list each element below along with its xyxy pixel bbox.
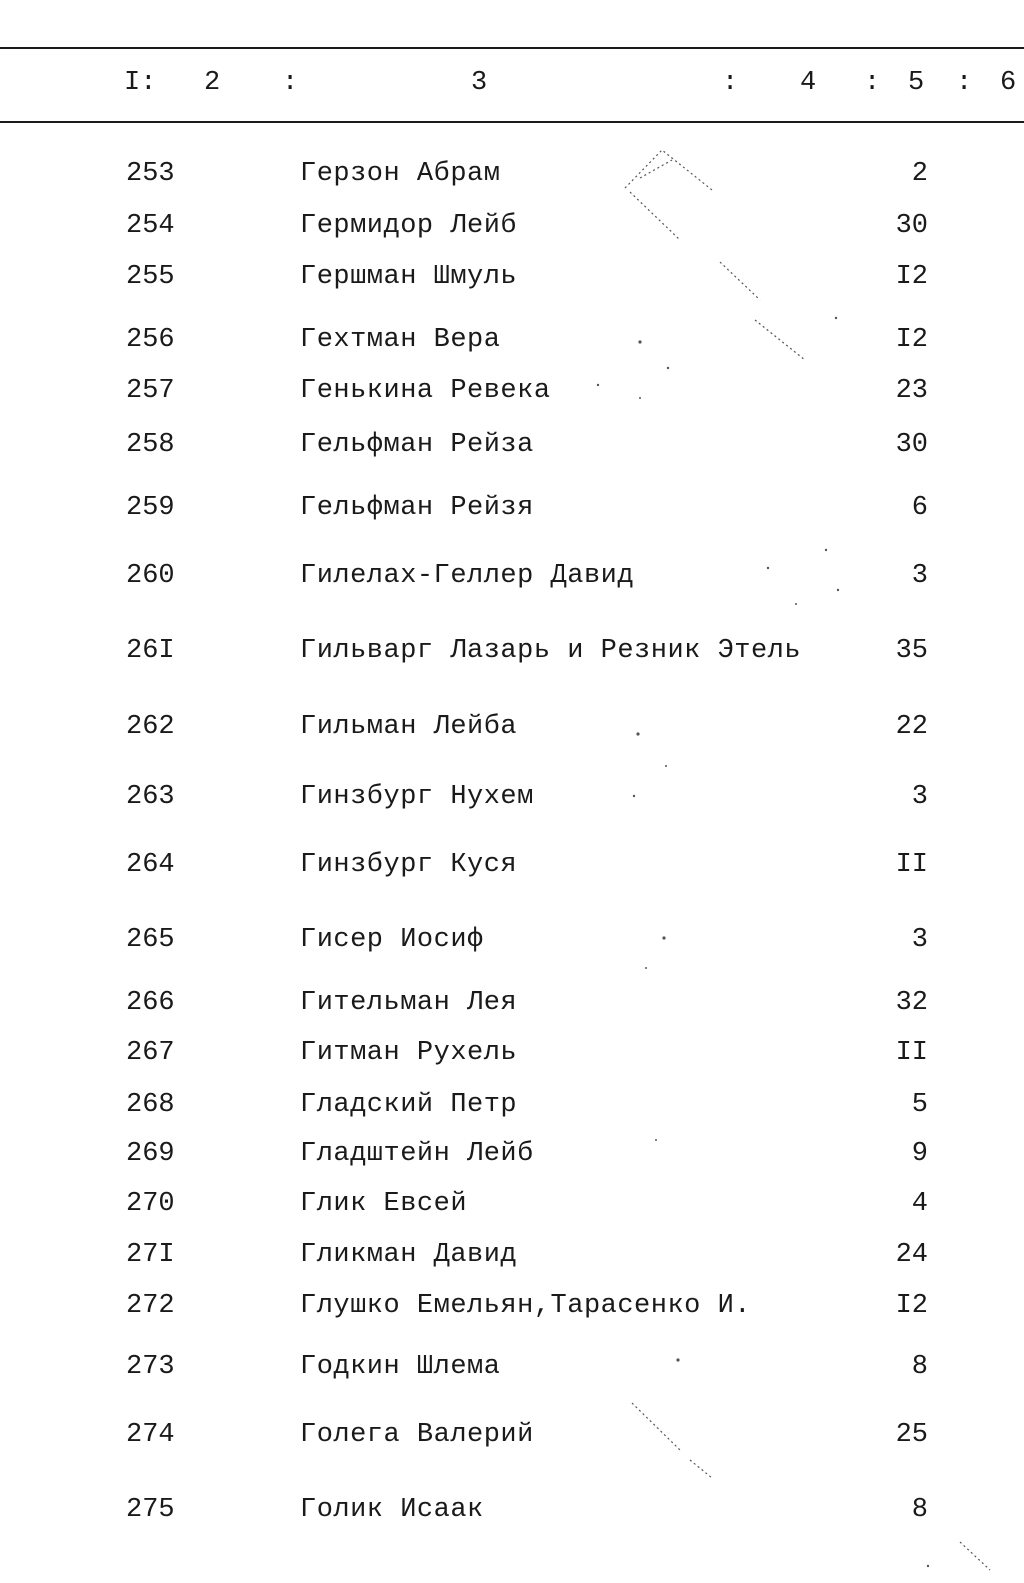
row-name: Гельфман Рейза [300, 430, 534, 460]
row-name: Герзон Абрам [300, 159, 501, 189]
row-quantity: 30 [895, 430, 928, 460]
row-number: 263 [126, 782, 175, 812]
row-quantity: 3 [911, 782, 928, 812]
row-number: 272 [126, 1291, 175, 1321]
header-top-rule [0, 47, 1024, 49]
row-number: 257 [126, 376, 175, 406]
row-number: 275 [126, 1495, 175, 1525]
row-name: Гельфман Рейзя [300, 493, 534, 523]
row-quantity: 9 [911, 1139, 928, 1169]
row-quantity: 8 [911, 1495, 928, 1525]
row-name: Гинзбург Куся [300, 850, 518, 880]
row-number: 254 [126, 211, 175, 241]
row-number: 260 [126, 561, 175, 591]
header-separator-1: : [282, 68, 299, 98]
row-quantity: 25 [895, 1420, 928, 1450]
row-number: 268 [126, 1090, 175, 1120]
row-name: Глушко Емельян,Тарасенко И. [300, 1291, 751, 1321]
row-name: Гехтман Вера [300, 325, 501, 355]
row-number: 267 [126, 1038, 175, 1068]
row-name: Голега Валерий [300, 1420, 534, 1450]
row-quantity: 30 [895, 211, 928, 241]
row-quantity: 24 [895, 1240, 928, 1270]
row-quantity: I2 [895, 262, 928, 292]
header-col-5: 5 [908, 68, 925, 98]
row-number: 266 [126, 988, 175, 1018]
row-quantity: 4 [911, 1189, 928, 1219]
row-name: Гительман Лея [300, 988, 518, 1018]
header-separator-2: : [722, 68, 739, 98]
row-name: Гермидор Лейб [300, 211, 518, 241]
row-quantity: I2 [895, 1291, 928, 1321]
row-name: Гинзбург Нухем [300, 782, 534, 812]
row-name: Глик Евсей [300, 1189, 468, 1219]
row-number: 270 [126, 1189, 175, 1219]
row-quantity: 8 [911, 1352, 928, 1382]
row-number: 274 [126, 1420, 175, 1450]
row-number: 256 [126, 325, 175, 355]
row-name: Генькина Ревека [300, 376, 551, 406]
row-number: 262 [126, 712, 175, 742]
row-name: Гильварг Лазарь и Резник Этель [300, 636, 802, 666]
row-number: 26I [126, 636, 175, 666]
row-number: 258 [126, 430, 175, 460]
header-col-3: 3 [471, 68, 488, 98]
row-number: 259 [126, 493, 175, 523]
row-name: Гитман Рухель [300, 1038, 518, 1068]
row-number: 264 [126, 850, 175, 880]
row-quantity: I2 [895, 325, 928, 355]
row-number: 269 [126, 1139, 175, 1169]
row-name: Гисер Иосиф [300, 925, 484, 955]
header-separator-4: : [956, 68, 973, 98]
row-name: Гильман Лейба [300, 712, 518, 742]
row-quantity: 23 [895, 376, 928, 406]
row-quantity: 5 [911, 1090, 928, 1120]
row-quantity: 3 [911, 925, 928, 955]
row-quantity: 3 [911, 561, 928, 591]
row-quantity: 6 [911, 493, 928, 523]
row-name: Гликман Давид [300, 1240, 518, 1270]
header-col-1: I: [124, 68, 157, 98]
header-separator-3: : [864, 68, 881, 98]
row-quantity: 32 [895, 988, 928, 1018]
row-quantity: II [895, 850, 928, 880]
row-number: 253 [126, 159, 175, 189]
row-name: Гершман Шмуль [300, 262, 518, 292]
row-quantity: 22 [895, 712, 928, 742]
row-number: 265 [126, 925, 175, 955]
header-col-4: 4 [800, 68, 817, 98]
row-number: 273 [126, 1352, 175, 1382]
row-name: Голик Исаак [300, 1495, 484, 1525]
row-number: 27I [126, 1240, 175, 1270]
row-quantity: 2 [911, 159, 928, 189]
header-col-2: 2 [204, 68, 221, 98]
row-name: Гладштейн Лейб [300, 1139, 534, 1169]
header-bottom-rule [0, 121, 1024, 123]
row-number: 255 [126, 262, 175, 292]
header-col-6: 6 [1000, 68, 1017, 98]
row-name: Годкин Шлема [300, 1352, 501, 1382]
row-name: Гилелах-Геллер Давид [300, 561, 635, 591]
row-name: Гладский Петр [300, 1090, 518, 1120]
row-quantity: 35 [895, 636, 928, 666]
row-quantity: II [895, 1038, 928, 1068]
